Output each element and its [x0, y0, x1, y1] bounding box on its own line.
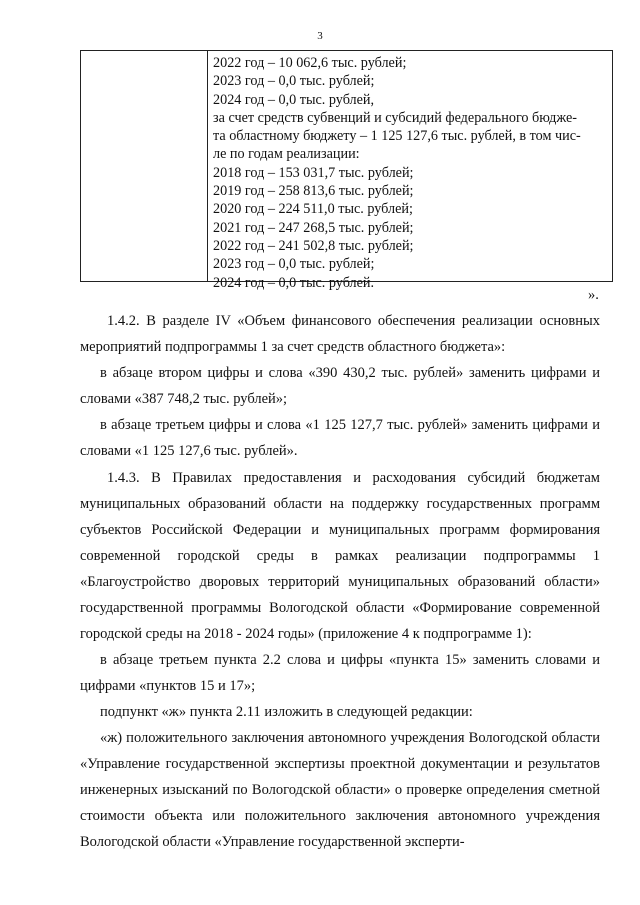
table-line: 2023 год – 0,0 тыс. рублей;: [213, 256, 375, 273]
closing-quote: ».: [588, 287, 599, 303]
paragraph-amend-third: в абзаце третьем цифры и слова «1 125 127,7 тыс. рублей» заменить цифрами и словами «1 125 127,6 тыс. рублей».: [80, 417, 600, 459]
page-number: 3: [317, 30, 323, 42]
table-line: 2022 год – 10 062,6 тыс. рублей;: [213, 55, 407, 71]
table-line: 2020 год – 224 511,0 тыс. рублей;: [213, 201, 413, 218]
table-line: 2019 год – 258 813,6 тыс. рублей;: [213, 183, 414, 200]
table-line: та областному бюджету – 1 125 127,6 тыс. рублей, в том чис-: [213, 128, 581, 145]
table-line: ле по годам реализации:: [213, 146, 360, 163]
paragraph-1-4-3: 1.4.3. В Правилах предоставления и расходования субсидий бюджетам муниципальных образований области на поддержку государственных программ субъектов Российской Федерации и муниципальных программ формирования современной городской среды в рамках реализации подпрограммы 1 «Благоустройство дворовых территорий муниципальных образований области» государственной программы Вологодской области «Формирование современной городской среды на 2018 - 2024 годы» (приложение 4 к подпрограмме 1):: [80, 470, 600, 642]
paragraph-new-wording: «ж) положительного заключения автономного учреждения Вологодской области «Управление государственной экспертизы проектной документации и результатов инженерных изысканий по Вологодской области» о проверке определения сметной стоимости объекта или положительного заключения автономного учреждения Вологодской области «Управление государственной эксперти-: [80, 730, 600, 850]
paragraph-amend-2-2: в абзаце третьем пункта 2.2 слова и цифры «пункта 15» заменить словами и цифрами «пунктов 15 и 17»;: [80, 652, 600, 694]
table-line: 2021 год – 247 268,5 тыс. рублей;: [213, 219, 414, 236]
paragraph-amend-second: в абзаце втором цифры и слова «390 430,2 тыс. рублей» заменить цифрами и словами «387 748,2 тыс. рублей»;: [80, 365, 600, 407]
table-line: 2022 год – 241 502,8 тыс. рублей;: [213, 237, 414, 254]
paragraph-1-4-2: 1.4.2. В разделе IV «Объем финансового обеспечения реализации основных мероприятий подпрограммы 1 за счет средств областного бюджета»:: [80, 313, 600, 355]
paragraph-subpoint-zh: подпункт «ж» пункта 2.11 изложить в следующей редакции:: [100, 704, 473, 720]
table-line: 2024 год – 0,0 тыс. рублей.: [213, 274, 375, 291]
table-line: 2023 год – 0,0 тыс. рублей;: [213, 73, 375, 90]
document-body: [80, 308, 600, 855]
table-right-cell: [208, 51, 612, 291]
table-left-cell: [81, 51, 208, 281]
budget-table: [80, 50, 613, 291]
table-line: 2024 год – 0,0 тыс. рублей,: [213, 91, 375, 108]
table-line: 2018 год – 153 031,7 тыс. рублей;: [213, 164, 414, 181]
table-line: за счет средств субвенций и субсидий федерального бюдже-: [213, 109, 578, 126]
